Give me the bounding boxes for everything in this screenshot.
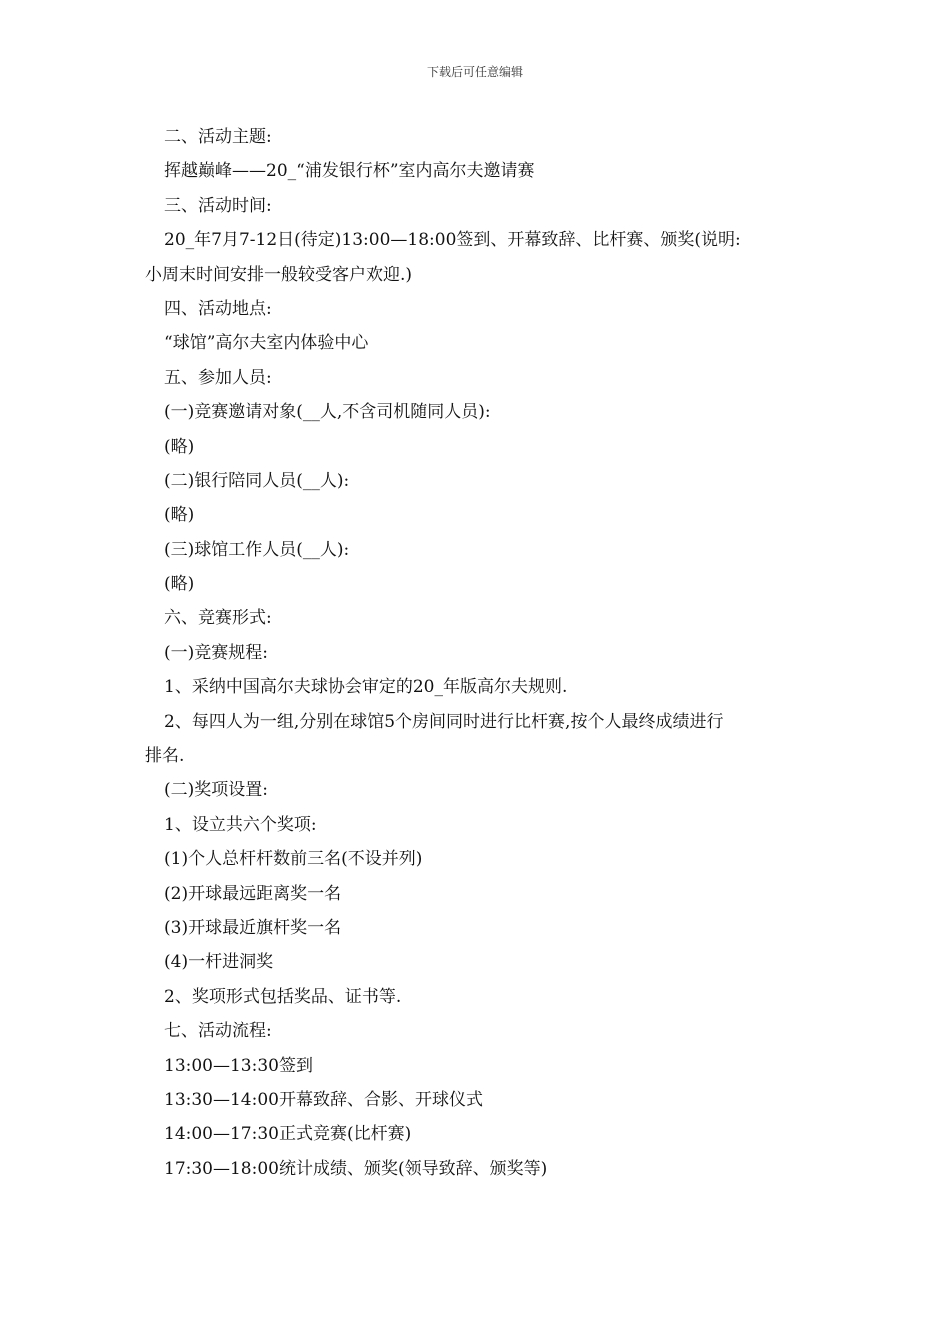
document-line: (略) — [164, 505, 195, 526]
document-line: “球馆”高尔夫室内体验中心 — [164, 333, 369, 354]
document-line: 排名. — [145, 746, 185, 767]
document-line: 二、活动主题: — [164, 127, 272, 147]
document-line: (2)开球最远距离奖一名 — [164, 883, 342, 904]
document-line: 挥越巅峰——20_“浦发银行杯”室内高尔夫邀请赛 — [164, 161, 535, 182]
document-line: 五、参加人员: — [164, 367, 272, 388]
document-line: 14:00—17:30正式竞赛(比杆赛) — [164, 1124, 412, 1145]
document-line: (一)竞赛规程: — [164, 642, 268, 663]
document-line: (略) — [164, 574, 195, 595]
document-line: 六、竞赛形式: — [164, 608, 272, 629]
document-line: 2、奖项形式包括奖品、证书等. — [164, 986, 402, 1007]
document-line: 2、每四人为一组,分别在球馆5个房间同时进行比杆赛,按个人最终成绩进行 — [164, 711, 724, 732]
document-line: 1、采纳中国高尔夫球协会审定的20_年版高尔夫规则. — [164, 677, 568, 698]
document-line: 三、活动时间: — [164, 195, 272, 216]
document-body — [145, 120, 825, 1186]
document-line: 17:30—18:00统计成绩、颁奖(领导致辞、颁奖等) — [164, 1158, 548, 1179]
document-line: 13:30—14:00开幕致辞、合影、开球仪式 — [164, 1089, 483, 1110]
document-line: (二)奖项设置: — [164, 780, 268, 801]
document-line: (三)球馆工作人员(__人): — [164, 539, 350, 560]
document-line: (略) — [164, 436, 195, 457]
document-line: 四、活动地点: — [164, 298, 272, 319]
document-line: 七、活动流程: — [164, 1021, 272, 1042]
document-line: (3)开球最近旗杆奖一名 — [164, 917, 342, 938]
page-header-note: 下载后可任意编辑 — [426, 65, 523, 79]
document-line: (4)一杆进洞奖 — [164, 952, 274, 973]
document-line: (二)银行陪同人员(__人): — [164, 470, 350, 491]
document-line: 20_年7月7-12日(待定)13:00—18:00签到、开幕致辞、比杆赛、颁奖(说明: — [164, 230, 741, 251]
document-line: (一)竞赛邀请对象(__人,不含司机随同人员): — [164, 402, 491, 423]
document-line: 小周末时间安排一般较受客户欢迎.) — [145, 264, 413, 285]
document-line: 1、设立共六个奖项: — [164, 814, 317, 835]
document-line: 13:00—13:30签到 — [164, 1055, 313, 1076]
document-line: (1)个人总杆杆数前三名(不设并列) — [164, 849, 423, 870]
